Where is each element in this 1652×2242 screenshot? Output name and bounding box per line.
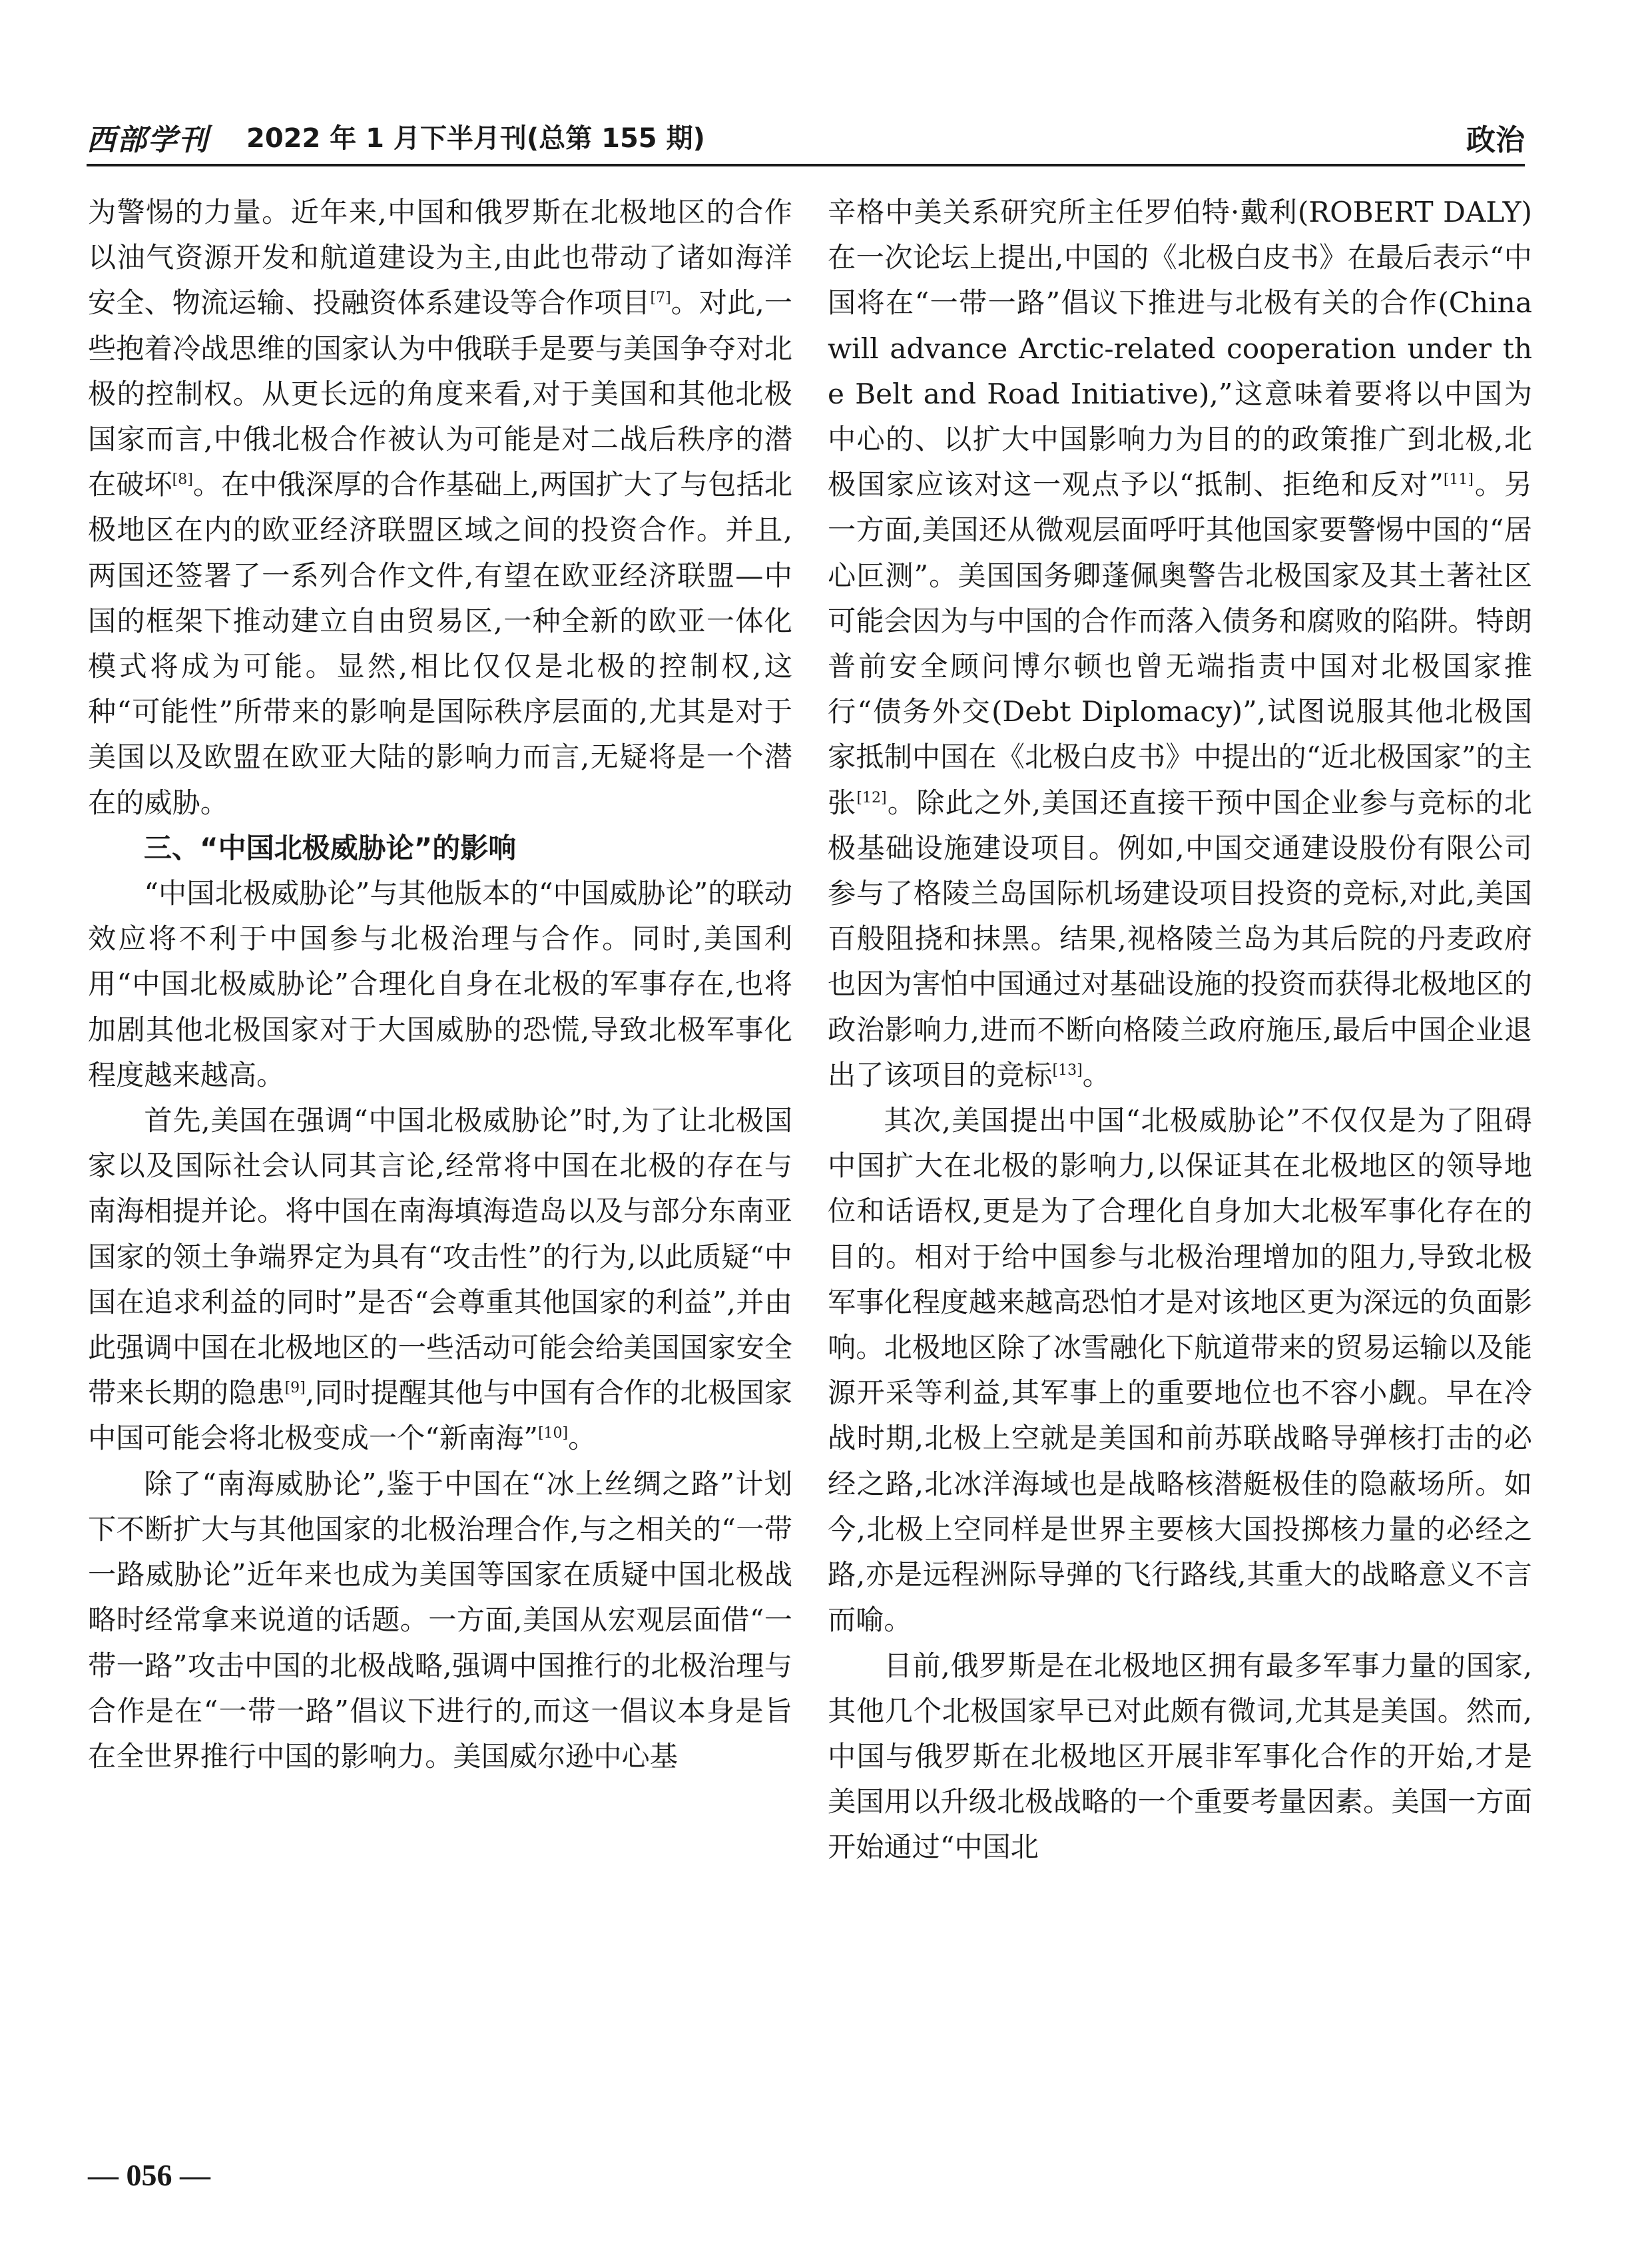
paragraph: 为警惕的力量。近年来,中国和俄罗斯在北极地区的合作以油气资源开发和航道建设为主,由此也带动了诸如海洋安全、物流运输、投融资体系建设等合作项目[7]。对此,一些抱着冷战思维的国家认为中俄联手是要与美国争夺对北极的控制权。从更长远的角度来看,对于美国和其他北极国家而言,中俄北极合作被认为可能是对二战后秩序的潜在破坏[8]。在中俄深厚的合作基础上,两国扩大了与包括北极地区在内的欧亚经济联盟区域之间的投资合作。并且,两国还签署了一系列合作文件,有望在欧亚经济联盟—中国的框架下推动建立自由贸易区,一种全新的欧亚一体化模式将成为可能。显然,相比仅仅是北极的控制权,这种“可能性”所带来的影响是国际秩序层面的,尤其是对于美国以及欧盟在欧亚大陆的影响力而言,无疑将是一个潜在的威胁。 xyxy=(88,196,792,819)
paragraph: 目前,俄罗斯是在北极地区拥有最多军事力量的国家,其他几个北极国家早已对此颇有微词,尤其是美国。然而,中国与俄罗斯在北极地区开展非军事化合作的开始,才是美国用以升级北极战略的一个重要考量因素。美国一方面开始通过“中国北 xyxy=(828,1649,1532,1864)
issue-info: 2022 年 1 月下半月刊(总第 155 期) xyxy=(246,123,705,154)
paragraph: 辛格中美关系研究所主任罗伯特·戴利(ROBERT DALY)在一次论坛上提出,中国的《北极白皮书》在最后表示“中国将在“一带一路”倡议下推进与北极有关的合作(China will advance Arctic-related cooperation under the Belt and Road Initiative),”这意味着要将以中国为中心的、以扩大中国影响力为目的的政策推广到北极,北极国家应该对这一观点予以“抵制、拒绝和反对”[11]。另一方面,美国还从微观层面呼吁其他国家要警惕中国的“居心叵测”。美国国务卿蓬佩奥警告北极国家及其土著社区可能会因为与中国的合作而落入债务和腐败的陷阱。特朗普前安全顾问博尔顿也曾无端指责中国对北极国家推行“债务外交(Debt Diplomacy)”,试图说服其他北极国家抵制中国在《北极白皮书》中提出的“近北极国家”的主张[12]。除此之外,美国还直接干预中国企业参与竞标的北极基础设施建设项目。例如,中国交通建设股份有限公司参与了格陵兰岛国际机场建设项目投资的竞标,对此,美国百般阻挠和抹黑。结果,视格陵兰岛为其后院的丹麦政府也因为害怕中国通过对基础设施的投资而获得北极地区的政治影响力,进而不断向格陵兰政府施压,最后中国企业退出了该项目的竞标[13]。 xyxy=(828,196,1533,1091)
page-header xyxy=(87,107,1525,166)
left-column xyxy=(88,190,792,1779)
citation: [12] xyxy=(856,789,887,806)
citation: [13] xyxy=(1052,1061,1083,1079)
paragraph: “中国北极威胁论”与其他版本的“中国威胁论”的联动效应将不利于中国参与北极治理与合作。同时,美国利用“中国北极威胁论”合理化自身在北极的军事存在,也将加剧其他北极国家对于大国威胁的恐慌,导致北极军事化程度越来越高。 xyxy=(88,877,792,1091)
page-number: — 056 — xyxy=(88,2158,210,2192)
citation: [7] xyxy=(650,290,671,307)
paragraph: 除了“南海威胁论”,鉴于中国在“冰上丝绸之路”计划下不断扩大与其他国家的北极治理合作,与之相关的“一带一路威胁论”近年来也成为美国等国家在质疑中国北极战略时经常拿来说道的话题。一方面,美国从宏观层面借“一带一路”攻击中国的北极战略,强调中国推行的北极治理与合作是在“一带一路”倡议下进行的,而这一倡议本身是旨在全世界推行中国的影响力。美国威尔逊中心基 xyxy=(88,1467,792,1773)
citation: [9] xyxy=(284,1380,306,1397)
citation: [8] xyxy=(172,471,193,489)
citation: [11] xyxy=(1443,471,1474,489)
paragraph: 首先,美国在强调“中国北极威胁论”时,为了让北极国家以及国际社会认同其言论,经常将中国在北极的存在与南海相提并论。将中国在南海填海造岛以及与部分东南亚国家的领土争端界定为具有“攻击性”的行为,以此质疑“中国在追求利益的同时”是否“会尊重其他国家的利益”,并由此强调中国在北极地区的一些活动可能会给美国国家安全带来长期的隐患[9],同时提醒其他与中国有合作的北极国家中国可能会将北极变成一个“新南海”[10]。 xyxy=(88,1104,792,1455)
paragraph: 其次,美国提出中国“北极威胁论”不仅仅是为了阻碍中国扩大在北极的影响力,以保证其在北极地区的领导地位和话语权,更是为了合理化自身加大北极军事化存在的目的。相对于给中国参与北极治理增加的阻力,导致北极军事化程度越来越高恐怕才是对该地区更为深远的负面影响。北极地区除了冰雪融化下航道带来的贸易运输以及能源开采等利益,其军事上的重要地位也不容小觑。早在冷战时期,北极上空就是美国和前苏联战略导弹核打击的必经之路,北冰洋海域也是战略核潜艇极佳的隐蔽场所。如今,北极上空同样是世界主要核大国投掷核力量的必经之路,亦是远程洲际导弹的飞行路线,其重大的战略意义不言而喻。 xyxy=(828,1104,1532,1637)
citation: [10] xyxy=(537,1425,569,1442)
section-name: 政治 xyxy=(1466,123,1525,157)
right-column xyxy=(828,190,1532,1870)
section-heading: 三、“中国北极威胁论”的影响 xyxy=(144,831,517,864)
journal-name: 西部学刊 xyxy=(87,123,209,157)
